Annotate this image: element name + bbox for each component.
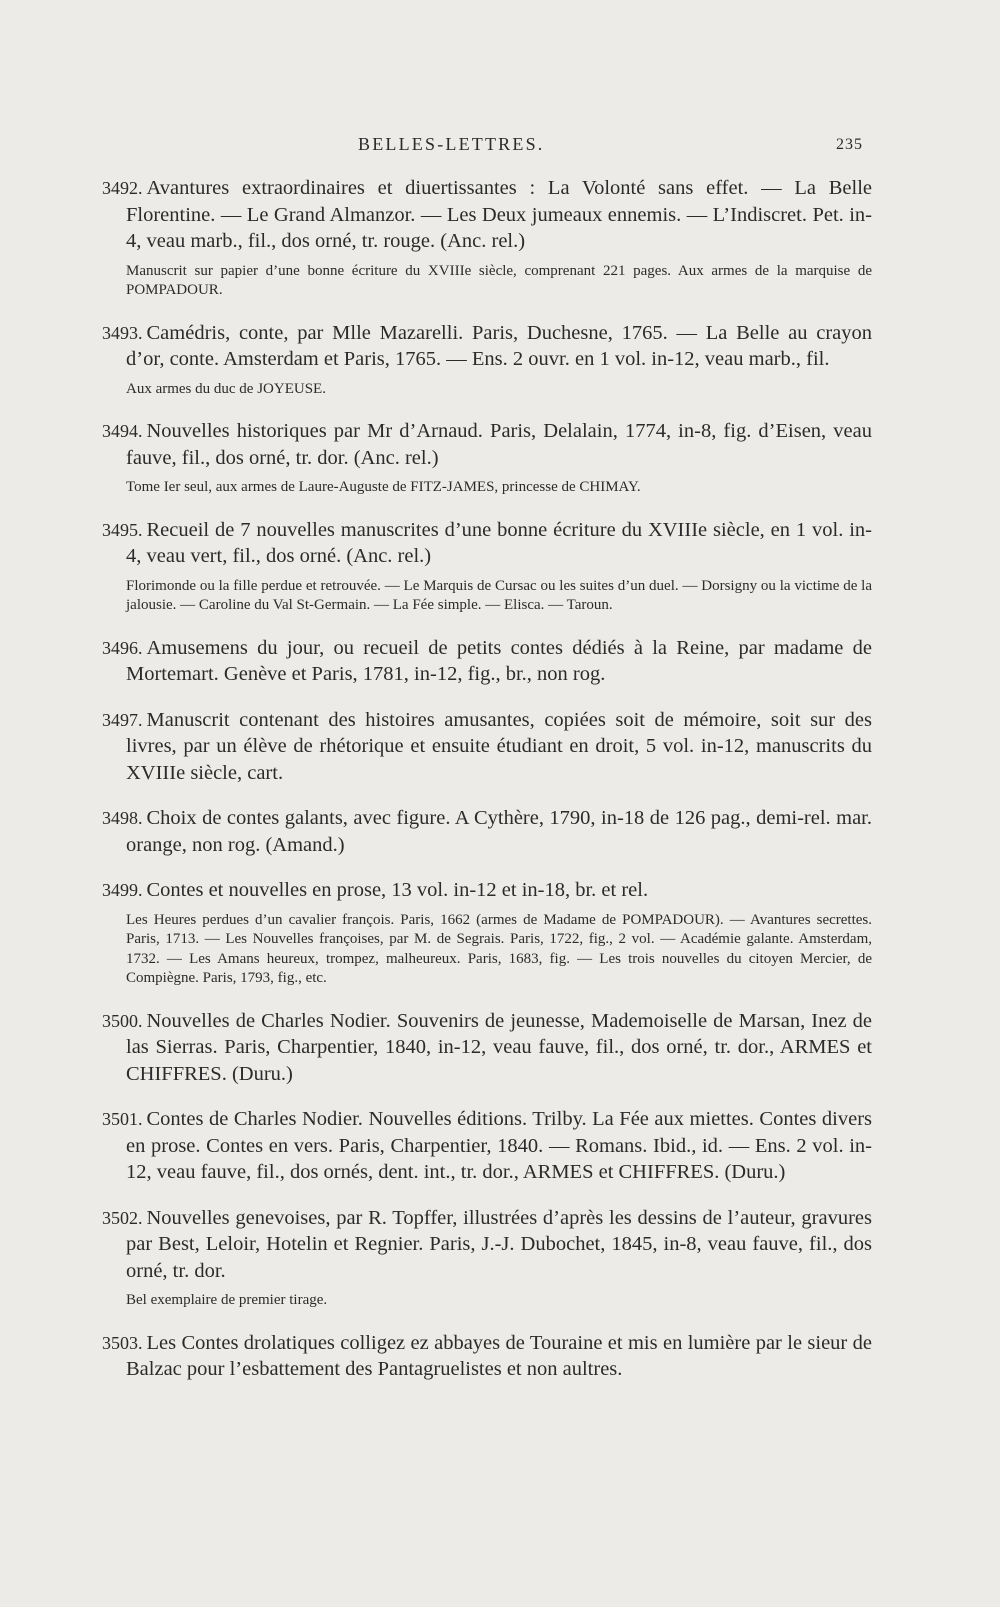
entry-note: Florimonde ou la fille perdue et retrouvée. — Le Marquis de Cursac ou les suites d’un duel. — Dorsigny ou la victime de la jalousie. — Caroline du Val St-Germain. — La Fée simple. — Elisca. — Taroun. (126, 577, 872, 613)
entry-description: Nouvelles de Charles Nodier. Souvenirs de jeunesse, Mademoiselle de Marsan, Inez de las Sierras. Paris, Charpentier, 1840, in-12, veau fauve, fil., dos orné, tr. dor., ARMES et CHIFFRES. (Duru.) (126, 1009, 872, 1085)
catalog-entry-3494 (102, 418, 872, 498)
entry-number: 3502. (102, 1207, 143, 1228)
entry-description: Recueil de 7 nouvelles manuscrites d’une bonne écriture du XVIIIe siècle, en 1 vol. in-4, veau vert, fil., dos orné. (Anc. rel.) (126, 518, 872, 567)
entry-number: 3497. (102, 709, 143, 730)
catalog-entry-3495 (102, 517, 872, 616)
entry-number: 3494. (102, 421, 143, 441)
entry-note: Aux armes du duc de JOYEUSE. (126, 380, 326, 397)
entry-number: 3500. (102, 1010, 143, 1031)
entry-number: 3498. (102, 808, 143, 828)
catalog-entries (102, 175, 872, 1402)
entry-description: Nouvelles historiques par Mr d’Arnaud. Paris, Delalain, 1774, in-8, fig. d’Eisen, veau fauve, fil., dos orné, tr. dor. (Anc. rel.) (126, 420, 872, 469)
entry-description: Camédris, conte, par Mlle Mazarelli. Paris, Duchesne, 1765. — La Belle au crayon d’or, conte. Amsterdam et Paris, 1765. — Ens. 2 ouvr. en 1 vol. in-12, veau marb., fil. (126, 321, 872, 370)
catalog-entry-3501 (102, 1106, 872, 1186)
entry-number: 3492. (102, 178, 143, 198)
entry-number: 3501. (102, 1109, 143, 1129)
catalog-entry-3498 (102, 805, 872, 858)
entry-number: 3496. (102, 637, 143, 658)
page-number: 235 (836, 136, 863, 153)
catalog-entry-3500 (102, 1008, 872, 1088)
entry-description: Contes et nouvelles en prose, 13 vol. in-12 et in-18, br. et rel. (146, 879, 649, 901)
entry-description: Manuscrit contenant des histoires amusantes, copiées soit de mémoire, soit sur des livres, par un élève de rhétorique et ensuite étudiant en droit, 5 vol. in-12, manuscrits du XVIIIe siècle, cart. (126, 708, 872, 784)
entry-number: 3503. (102, 1332, 143, 1353)
catalog-entry-3499 (102, 877, 872, 989)
catalog-entry-3492 (102, 175, 872, 301)
catalog-entry-3502 (102, 1205, 872, 1311)
entry-description: Les Contes drolatiques colligez ez abbayes de Touraine et mis en lumière par le sieur de Balzac pour l’esbattement des Pantagruelistes et non aultres. (126, 1331, 872, 1380)
entry-note: Les Heures perdues d’un cavalier françois. Paris, 1662 (armes de Madame de POMPADOUR). — Avantures secrettes. Paris, 1713. — Les Nouvelles françoises, par M. de Segrais. Paris, 1722, fig., 2 vol. — Académie galante. Amsterdam, 1732. — Les Amans heureux, trompez, malheureux. Paris, 1683, fig. — Les trois nouvelles du citoyen Mercier, de Compiègne. Paris, 1793, fig., etc. (126, 911, 872, 986)
entry-description: Contes de Charles Nodier. Nouvelles éditions. Trilby. La Fée aux miettes. Contes divers en prose. Contes en vers. Paris, Charpentier, 1840. — Romans. Ibid., id. — Ens. 2 vol. in-12, veau fauve, fil., dos ornés, dent. int., tr. dor., ARMES et CHIFFRES. (Duru.) (126, 1108, 872, 1183)
entry-description: Avantures extraordinaires et diuertissantes : La Volonté sans effet. — La Belle Florentine. — Le Grand Almanzor. — Les Deux jumeaux ennemis. — L’Indiscret. Pet. in-4, veau marb., fil., dos orné, tr. rouge. (Anc. rel.) (126, 177, 872, 252)
entry-description: Choix de contes galants, avec figure. A Cythère, 1790, in-18 de 126 pag., demi-rel. mar. orange, non rog. (Amand.) (126, 807, 872, 856)
catalog-entry-3503 (102, 1330, 872, 1383)
entry-note: Manuscrit sur papier d’une bonne écriture du XVIIIe siècle, comprenant 221 pages. Aux armes de la marquise de POMPADOUR. (126, 262, 872, 298)
entry-number: 3493. (102, 322, 143, 343)
entry-description: Nouvelles genevoises, par R. Topffer, illustrées d’après les dessins de l’auteur, gravures par Best, Leloir, Hotelin et Regnier. Paris, J.-J. Dubochet, 1845, in-8, veau fauve, fil., dos orné, tr. dor. (126, 1206, 872, 1282)
entry-description: Amusemens du jour, ou recueil de petits contes dédiés à la Reine, par madame de Mortemart. Genève et Paris, 1781, in-12, fig., br., non rog. (126, 636, 872, 685)
running-head (0, 134, 1000, 156)
catalog-entry-3496 (102, 635, 872, 688)
catalog-entry-3497 (102, 707, 872, 787)
entry-number: 3495. (102, 519, 143, 540)
running-title: BELLES-LETTRES. (358, 134, 545, 154)
catalog-entry-3493 (102, 320, 872, 400)
entry-note: Tome Ier seul, aux armes de Laure-Auguste de FITZ-JAMES, princesse de CHIMAY. (126, 479, 641, 495)
entry-note: Bel exemplaire de premier tirage. (126, 1292, 328, 1308)
entry-number: 3499. (102, 880, 143, 900)
